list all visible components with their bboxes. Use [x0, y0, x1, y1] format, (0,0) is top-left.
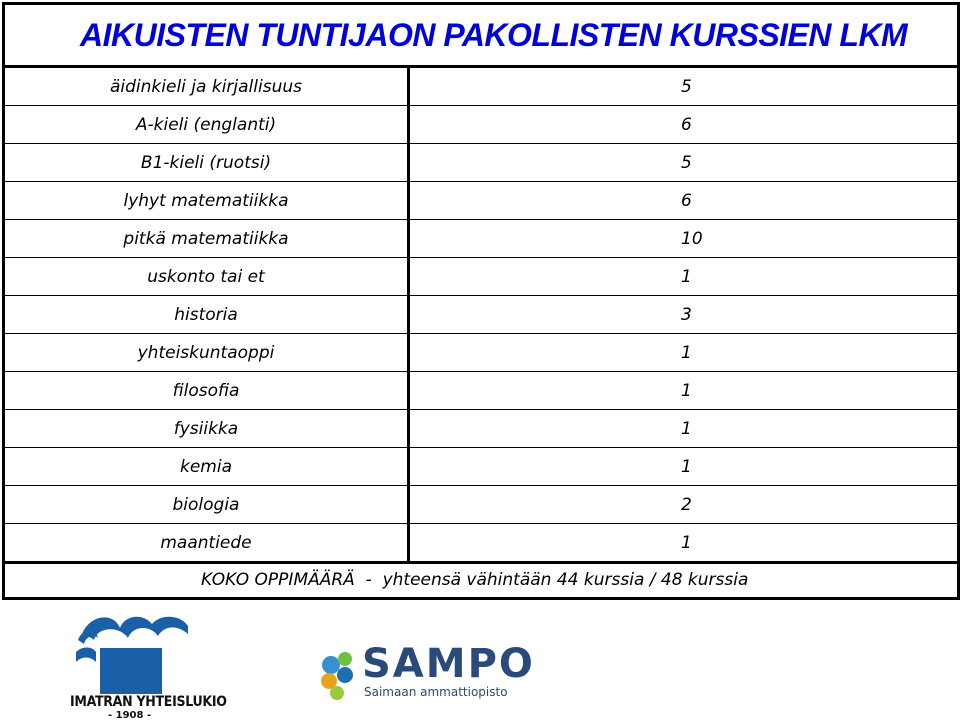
- course-count-cell: 1: [409, 334, 958, 372]
- table-row: [5, 220, 957, 258]
- course-count-cell: 1: [409, 410, 958, 448]
- course-count-cell: 3: [409, 296, 958, 334]
- subject-cell: maantiede: [5, 524, 409, 563]
- course-count-cell: 1: [409, 448, 958, 486]
- subject-cell: B1-kieli (ruotsi): [5, 144, 409, 182]
- course-count-cell: 2: [409, 486, 958, 524]
- course-count-cell: 1: [409, 524, 958, 563]
- imatra-logo-year: - 1908 -: [108, 710, 152, 721]
- table-row: [5, 144, 957, 182]
- table-row: [5, 524, 957, 563]
- sampo-logo-word: SAMPO: [362, 641, 535, 687]
- sampo-logo-subtitle: Saimaan ammattiopisto: [364, 685, 508, 699]
- table-row: [5, 448, 957, 486]
- course-count-cell: 6: [409, 182, 958, 220]
- subject-cell: äidinkieli ja kirjallisuus: [5, 68, 409, 106]
- table-row: [5, 296, 957, 334]
- table-row: [5, 182, 957, 220]
- subject-cell: kemia: [5, 448, 409, 486]
- table-row: [5, 106, 957, 144]
- subject-cell: A-kieli (englanti): [5, 106, 409, 144]
- course-count-cell: 1: [409, 372, 958, 410]
- subject-cell: uskonto tai et: [5, 258, 409, 296]
- total-summary: KOKO OPPIMÄÄRÄ - yhteensä vähintään 44 kurssia / 48 kurssia: [201, 569, 749, 590]
- subject-cell: fysiikka: [5, 410, 409, 448]
- course-count-cell: 5: [409, 68, 958, 106]
- table-row: [5, 334, 957, 372]
- subject-cell: filosofia: [5, 372, 409, 410]
- imatra-logo-name: IMATRAN YHTEISLUKIO: [70, 694, 227, 710]
- table-row: [5, 68, 957, 106]
- subject-cell: pitkä matematiikka: [5, 220, 409, 258]
- subject-cell: lyhyt matematiikka: [5, 182, 409, 220]
- table-row: [5, 258, 957, 296]
- course-table-frame: [2, 2, 960, 600]
- course-count-cell: 10: [409, 220, 958, 258]
- subject-cell: yhteiskuntaoppi: [5, 334, 409, 372]
- table-row: [5, 486, 957, 524]
- sampo-logo-mark: [315, 645, 365, 705]
- course-count-cell: 5: [409, 144, 958, 182]
- subject-cell: biologia: [5, 486, 409, 524]
- table-row: [5, 410, 957, 448]
- table-row: [5, 372, 957, 410]
- course-count-cell: 6: [409, 106, 958, 144]
- course-count-cell: 1: [409, 258, 958, 296]
- course-table: [5, 68, 957, 564]
- subject-cell: historia: [5, 296, 409, 334]
- page-title: AIKUISTEN TUNTIJAON PAKOLLISTEN KURSSIEN LKM: [5, 5, 957, 68]
